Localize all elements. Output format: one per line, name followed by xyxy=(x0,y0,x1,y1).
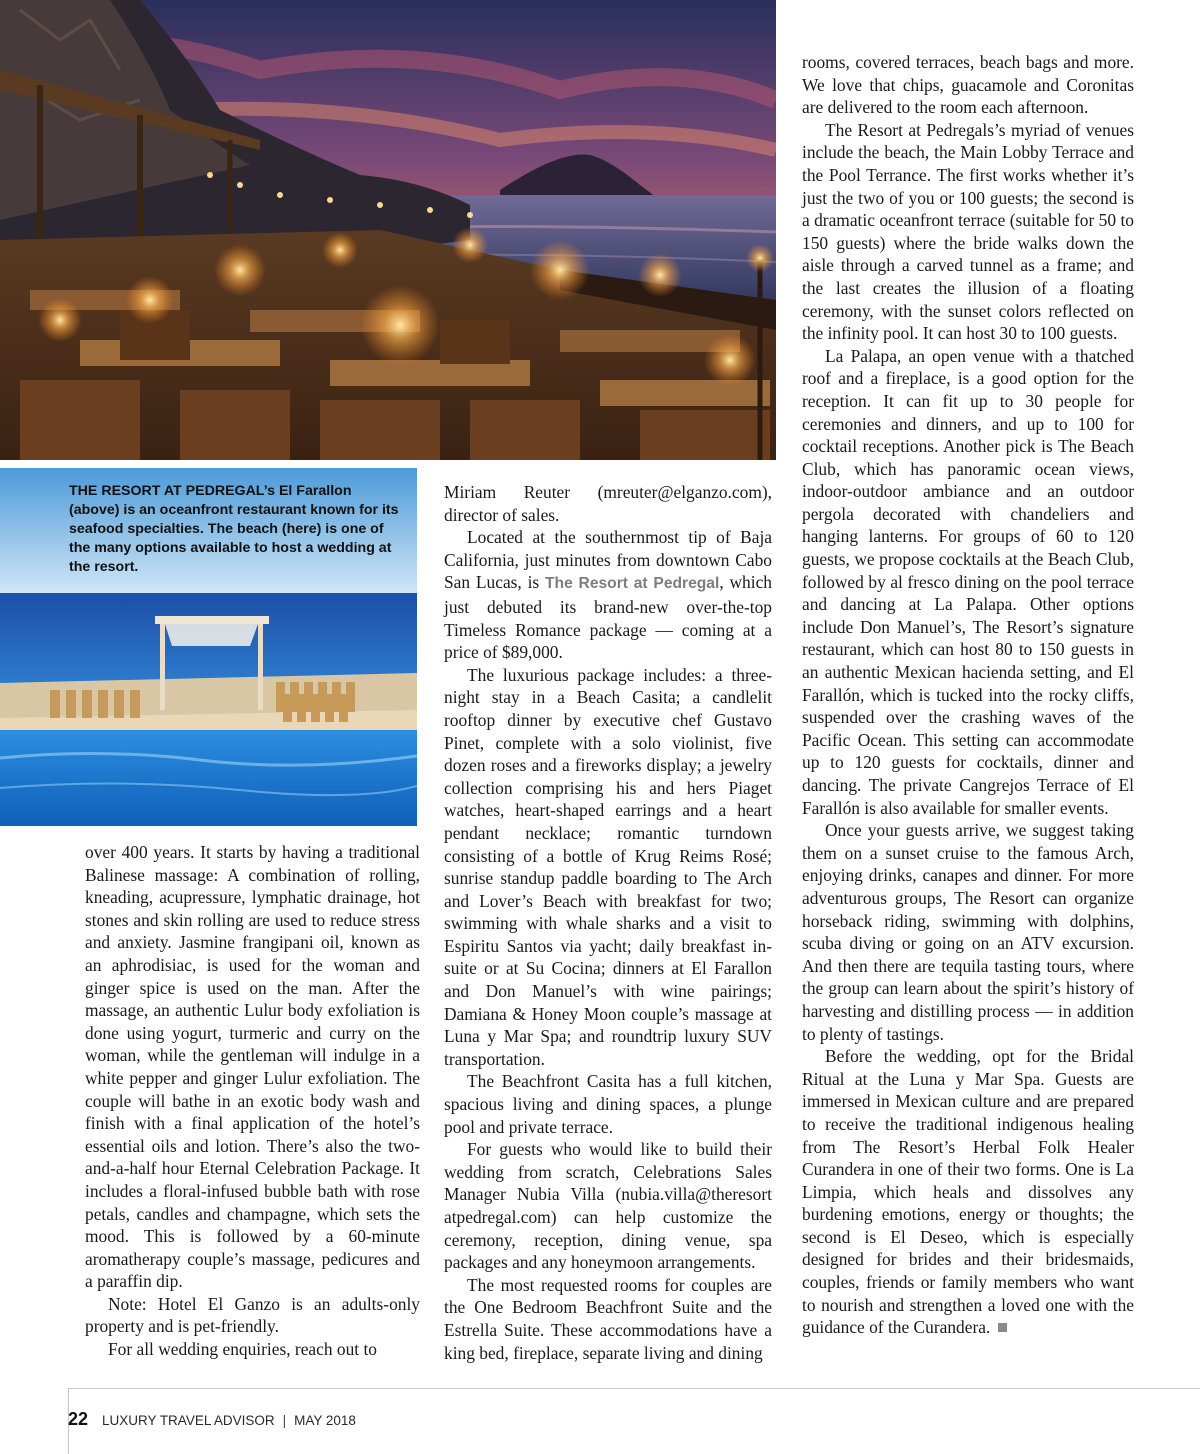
el-farallon-photo xyxy=(0,0,776,460)
paragraph: The Resort at Pedregals’s myriad of venues include the beach, the Main Lobby Terrace and the Pool Terrance. The first works whether it’s just the two of you or 100 guests; the second is a dramatic oceanfront terrace (suitable for 50 to 150 guests) where the bride walks down the aisle through a carved tunnel as a frame; and the last creates the illusion of a floating ceremony, with the sunset colors reflected on the infinity pool. It can host 30 to 100 guests. xyxy=(802,119,1134,344)
paragraph: Once your guests arrive, we suggest taking them on a sunset cruise to the famous Arch, enjoying drinks, canapes and dinner. For more adventurous groups, The Resort can organize horseback riding, swimming with dolphins, scuba diving or going on an ATV excursion. And then there are tequila tasting tours, where the group can learn about the spirit’s history of harvesting and distilling process — in addition to plenty of tastings. xyxy=(802,820,1134,1044)
footer-separator: | xyxy=(282,1413,287,1428)
paragraph-text: Before the wedding, opt for the Bridal Ritual at the Luna y Mar Spa. Guests are immersed in Mexican culture and are prepared to receive the traditional indigenous healing from The Resort’s Herbal Folk Healer Curandera in one of their two forms. One is La Limpia, which heals and dissolves any burdening emotions, energy or thoughts; the second is El Deseo, which is especially designed for brides and their bridesmaids, couples, friends or family members who want to nourish and strengthen a loved one with the guidance of the Curandera. xyxy=(802,1046,1134,1338)
paragraph: The luxurious package includes: a three-night stay in a Beach Casita; a candlelit rooftop dinner by executive chef Gustavo Pinet, complete with a solo violinist, five dozen roses and a fireworks display; a jewelry collection comprising his and hers Piaget watches, heart-shaped earrings and a heart pendant necklace; romantic turndown consisting of a bottle of Krug Reims Rosé; sunrise standup paddle boarding to The Arch and Lover’s Beach with breakfast for two; swimming with whale sharks and a visit to Espiritu Santos via yacht; daily breakfast in-suite or at Su Cocina; dinners at El Farallon and Don Manuel’s with wine pairings; Damiana & Honey Moon couple’s massage at Luna y Mar Spa; and roundtrip luxury SUV transportation. xyxy=(444,664,772,1069)
paragraph: Note: Hotel El Ganzo is an adults-only property and is pet-friendly. xyxy=(85,1293,420,1337)
paragraph: The Beachfront Casita has a full kitchen, spacious living and dining spaces, a plunge pool and private terrace. xyxy=(444,1071,772,1137)
article-column-middle xyxy=(444,481,772,1364)
page-number: 22 xyxy=(68,1409,89,1429)
paragraph: La Palapa, an open venue with a thatched roof and a fireplace, is a good option for the reception. It can fit up to 30 people for ceremonies and dinners, and up to 100 for cocktail receptions. Another pick is The Beach Club, which has panoramic ocean views, indoor-outdoor ambiance and an outdoor pergola decorated with chandeliers and hanging lanterns. For groups of 60 to 120 guests, we propose cocktails at the Beach Club, followed by al fresco dining on the pool terrace and dancing at La Palapa. Other options include Don Manuel’s, The Resort’s signature restaurant, which can host 80 to 150 guests in an authentic Mexican hacienda setting, and El Farallón, which is tucked into the rocky cliffs, suspended over the crashing waves of the Pacific Ocean. This setting can accommodate up to 120 guests for cocktails, dinner and dancing. The private Cangrejos Terrace of El Farallón is also available for smaller events. xyxy=(802,345,1134,818)
footer-rule xyxy=(68,1388,1200,1389)
caption-text: El Farallon (above) is an oceanfront restaurant known for its seafood specialties. The beach (here) is one of the many options available to host a wedding at the resort. xyxy=(69,483,399,575)
issue-date: MAY 2018 xyxy=(294,1413,356,1428)
paragraph xyxy=(802,1045,1134,1339)
caption-lead: THE RESORT AT PEDREGAL’s xyxy=(69,483,276,499)
page-footer xyxy=(68,1409,356,1433)
publication-name: LUXURY TRAVEL ADVISOR xyxy=(102,1413,275,1428)
paragraph: For all wedding enquiries, reach out to xyxy=(108,1339,378,1360)
article-column-right xyxy=(802,51,1134,1339)
paragraph: over 400 years. It starts by having a traditional Balinese massage: A combination of rolling, kneading, acupressure, lymphatic drainage, hot stones and skin rolling are used to reduce stress and anxiety. Jasmine frangipani oil, known as an aphrodisiac, is used for the woman and ginger spice is used on the man. After the massage, an authentic Lulur body exfoliation is done using yogurt, turmeric and curry on the woman, while the gentleman will indulge in a white pepper and ginger Lulur exfoliation. The couple will bathe in an exotic body wash and finish with a final application of the hotel’s essential oils and lotion. There’s also the two-and-a-half hour Eternal Celebration Package. It includes a floral-infused bubble bath with rose petals, candles and champagne, which sets the mood. This is followed by a 60-minute aromatherapy couple’s massage, pedicures and a paraffin dip. xyxy=(85,842,420,1292)
paragraph: The most requested rooms for couples are the One Bedroom Beachfront Suite and the Estrella Suite. These accommodations have a king bed, fireplace, separate living and dining xyxy=(444,1274,772,1363)
article-column-left xyxy=(85,841,420,1361)
paragraph: rooms, covered terraces, beach bags and more. We love that chips, guacamole and Coronitas are delivered to the room each afternoon. xyxy=(802,52,1134,118)
paragraph-text: Located at the southernmost tip of Baja California, just minutes from downtown Cabo San Lucas, is xyxy=(444,527,772,593)
paragraph: For guests who would like to build their wedding from scratch, Celebrations Sales Manager Nubia Villa (nubia.villa@theresort atpedregal.com) can help customize the ceremony, reception, dining venue, spa packages and any honeymoon arrangements. xyxy=(444,1139,772,1273)
resort-name-highlight: The Resort at Pedregal xyxy=(545,575,720,593)
end-of-article-icon xyxy=(998,1323,1007,1332)
paragraph: Miriam Reuter (mreuter@elganzo.com), director of sales. xyxy=(444,482,772,525)
paragraph xyxy=(444,526,772,664)
paragraph-text: , which just debuted its brand-new over-the-top Timeless Romance package — coming at a price of $89,000. xyxy=(444,572,772,663)
photo-caption xyxy=(69,482,399,577)
